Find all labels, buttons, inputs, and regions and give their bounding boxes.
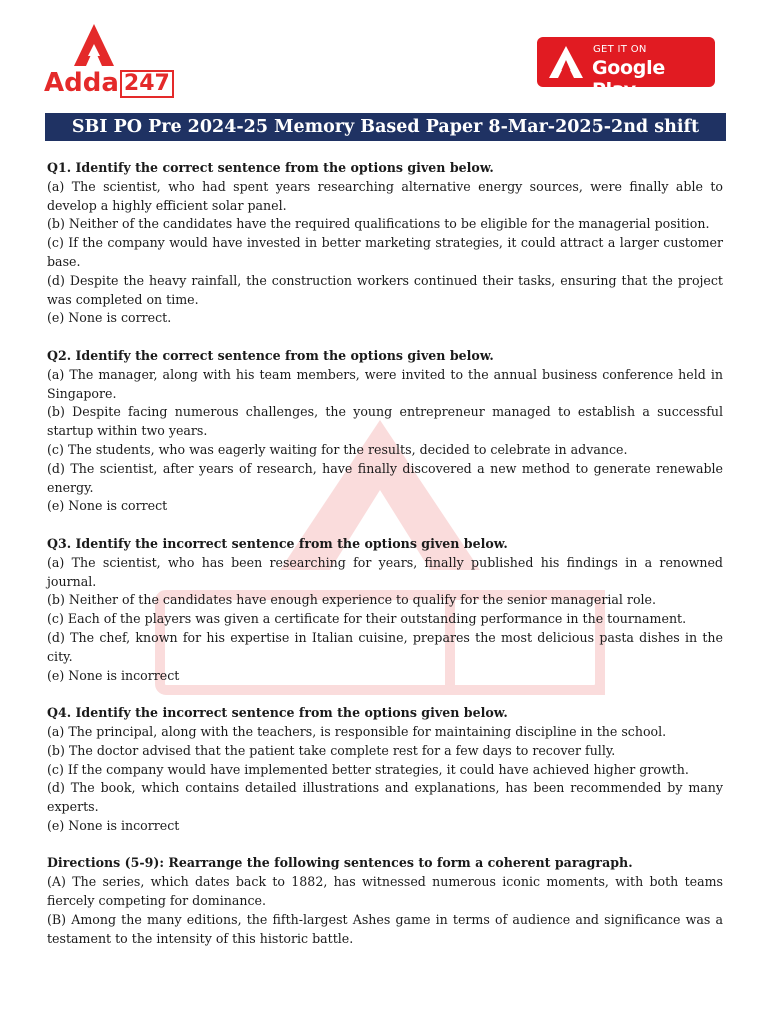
option: (b) The doctor advised that the patient take complete rest for a few days to recover fully. (47, 742, 616, 758)
option: (d) The scientist, after years of research, have finally discovered a new method to generate renewable energy. (47, 460, 723, 495)
option: (c) If the company would have invested in better marketing strategies, it could attract a larger customer base. (47, 235, 723, 269)
play-a-icon (549, 46, 583, 78)
question-stem: Q4. Identify the incorrect sentence from the options given below. (47, 705, 508, 721)
gplay-big-text: Google Play (592, 57, 665, 101)
logo-number: 247 (120, 70, 174, 98)
question-stem: Q2. Identify the correct sentence from the options given below. (47, 347, 494, 363)
option: (d) The chef, known for his expertise in Italian cuisine, prepares the most delicious pasta dishes in the city. (47, 629, 723, 664)
gplay-small-text: GET IT ON (593, 44, 647, 55)
option: (a) The scientist, who had spent years researching alternative energy sources, were finally able to develop a highly efficient solar panel. (47, 178, 723, 213)
option: (b) Neither of the candidates have enough experience to qualify for the senior managerial role. (47, 592, 657, 608)
option: (a) The scientist, who has been researching for years, finally published his findings in a renowned journal. (47, 554, 723, 589)
option: (a) The principal, along with the teachers, is responsible for maintaining discipline in the school. (47, 723, 667, 739)
option: (b) Neither of the candidates have the required qualifications to be eligible for the managerial position. (47, 216, 710, 232)
adda247-logo (44, 24, 168, 100)
logo-wordmark (44, 68, 174, 99)
question-block-3 (47, 535, 723, 685)
option: (e) None is incorrect (47, 667, 180, 683)
option: (e) None is correct. (47, 310, 172, 326)
question-block-1 (47, 159, 723, 328)
option: (c) Each of the players was given a certificate for their outstanding performance in the tournament. (47, 611, 687, 627)
directions-block (47, 854, 723, 948)
option: (d) Despite the heavy rainfall, the construction workers continued their tasks, ensuring that the project was completed on time. (47, 272, 723, 307)
directions-heading: Directions (5-9): Rearrange the following sentences to form a coherent paragraph. (47, 855, 633, 871)
google-play-button[interactable] (537, 37, 715, 101)
question-block-4 (47, 704, 723, 836)
question-stem: Q1. Identify the correct sentence from the options given below. (47, 160, 494, 175)
option: (d) The book, which contains detailed illustrations and explanations, has been recommended by many experts. (47, 780, 723, 815)
page-header (0, 0, 770, 112)
page-title: SBI PO Pre 2024-25 Memory Based Paper 8-Mar-2025-2nd shift (45, 113, 726, 141)
question-list (47, 159, 723, 967)
option: (c) If the company would have implemented better strategies, it could have achieved higher growth. (47, 761, 689, 777)
option: (b) Despite facing numerous challenges, the young entrepreneur managed to establish a successful startup within two years. (47, 404, 723, 439)
option: (e) None is correct (47, 498, 168, 514)
option: (e) None is incorrect (47, 817, 180, 833)
question-stem: Q3. Identify the incorrect sentence from the options given below. (47, 535, 508, 551)
question-block-2 (47, 347, 723, 516)
option: (a) The manager, along with his team members, were invited to the annual business conference held in Singapore. (47, 366, 723, 401)
sentence: (B) Among the many editions, the fifth-largest Ashes game in terms of audience and significance was a testament to the intensity of this historic battle. (47, 911, 723, 946)
option: (c) The students, who was eagerly waiting for the results, decided to celebrate in advance. (47, 441, 628, 457)
adda-a-icon (74, 24, 114, 66)
logo-text: Adda (44, 68, 119, 98)
sentence: (A) The series, which dates back to 1882, has witnessed numerous iconic moments, with both teams fiercely competing for dominance. (47, 874, 723, 909)
